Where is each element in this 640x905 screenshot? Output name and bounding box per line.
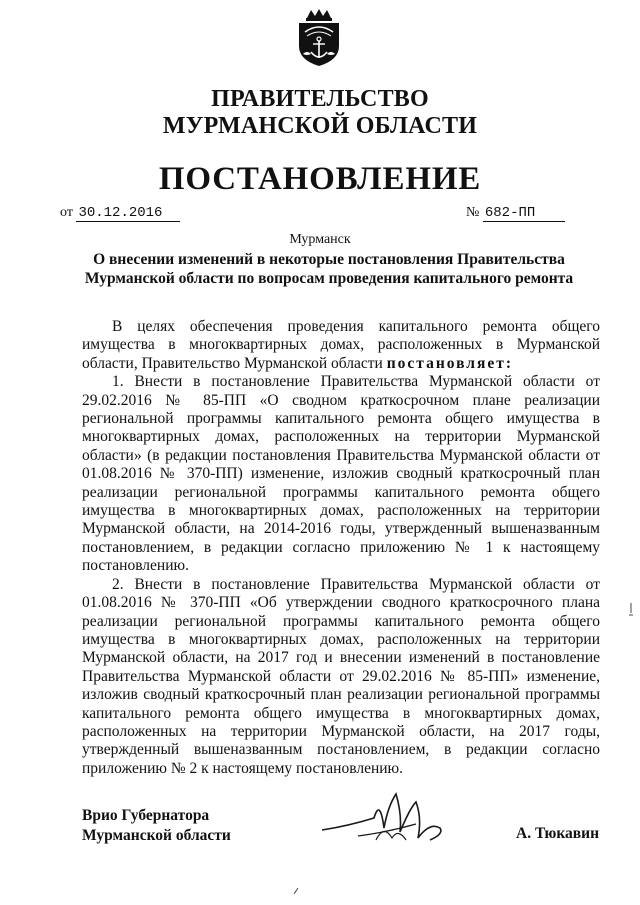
- signatory-name: А. Тюкавин: [516, 825, 600, 842]
- scan-mark: [293, 882, 299, 890]
- number-prefix: №: [466, 205, 480, 220]
- city: Мурманск: [289, 232, 351, 247]
- document-title: ПОСТАНОВЛЕНИЕ: [158, 161, 482, 197]
- date-prefix: от: [60, 205, 73, 220]
- signatory-position: [82, 806, 231, 846]
- intro-paragraph: [82, 318, 600, 373]
- number-field: [466, 205, 565, 222]
- number-value: 682-ПП: [483, 206, 565, 222]
- government-line-1: ПРАВИТЕЛЬСТВО: [211, 86, 429, 112]
- government-name: [0, 86, 640, 140]
- document-body: [82, 318, 600, 778]
- margin-mark: [628, 603, 634, 617]
- decree-word: постановляет:: [386, 354, 514, 372]
- signature-icon: [318, 788, 450, 850]
- document-subject: О внесении изменений в некоторые постановления Правительства Мурманской области по вопросам проведения капитального ремонта: [84, 251, 574, 287]
- item-2: 2. Внести в постановление Правительства Мурманской области от 01.08.2016 № 370-ПП «Об утверждении сводного краткосрочного плана реализации региональной программы капитального ремонта общего имущества в многоквартирных домах, расположенных на территории Мурманской области, на 2017 год и внесении изменений в постановление Правительства Мурманской области от 29.02.2016 № 85-ПП» изменение, изложив сводный краткосрочный план реализации региональной программы капитального ремонта общего имущества в многоквартирных домах, расположенных на территории Мурманской области, на 2017 годы, утвержденный вышеназванным постановлением, в редакции согласно приложению № 2 к настоящему постановлению.: [82, 575, 600, 777]
- date-field: [60, 205, 180, 222]
- position-line-1: Врио Губернатора: [82, 807, 210, 824]
- government-line-2: МУРМАНСКОЙ ОБЛАСТИ: [162, 113, 478, 139]
- date-value: 30.12.2016: [76, 206, 180, 222]
- coat-of-arms-icon: [293, 8, 345, 68]
- intro-text: В целях обеспечения проведения капитального ремонта общего имущества в многоквартирных домах, расположенных в Мурманской области, Правительство Мурманской области: [82, 318, 600, 372]
- item-1: 1. Внести в постановление Правительства Мурманской области от 29.02.2016 № 85-ПП «О сводном краткосрочном плане реализации региональной программы капитального ремонта общего имущества в многоквартирных домах, расположенных на территории Мурманской области» (в редакции постановления Правительства Мурманской области от 01.08.2016 № 370-ПП) изменение, изложив сводный краткосрочный план реализации региональной программы капитального ремонта общего имущества в многоквартирных домах, расположенных на территории Мурманской области, на 2014-2016 годы, утвержденный вышеназванным постановлением, в редакции согласно приложению № 1 к настоящему постановлению.: [82, 373, 600, 575]
- position-line-2: Мурманской области: [82, 827, 231, 844]
